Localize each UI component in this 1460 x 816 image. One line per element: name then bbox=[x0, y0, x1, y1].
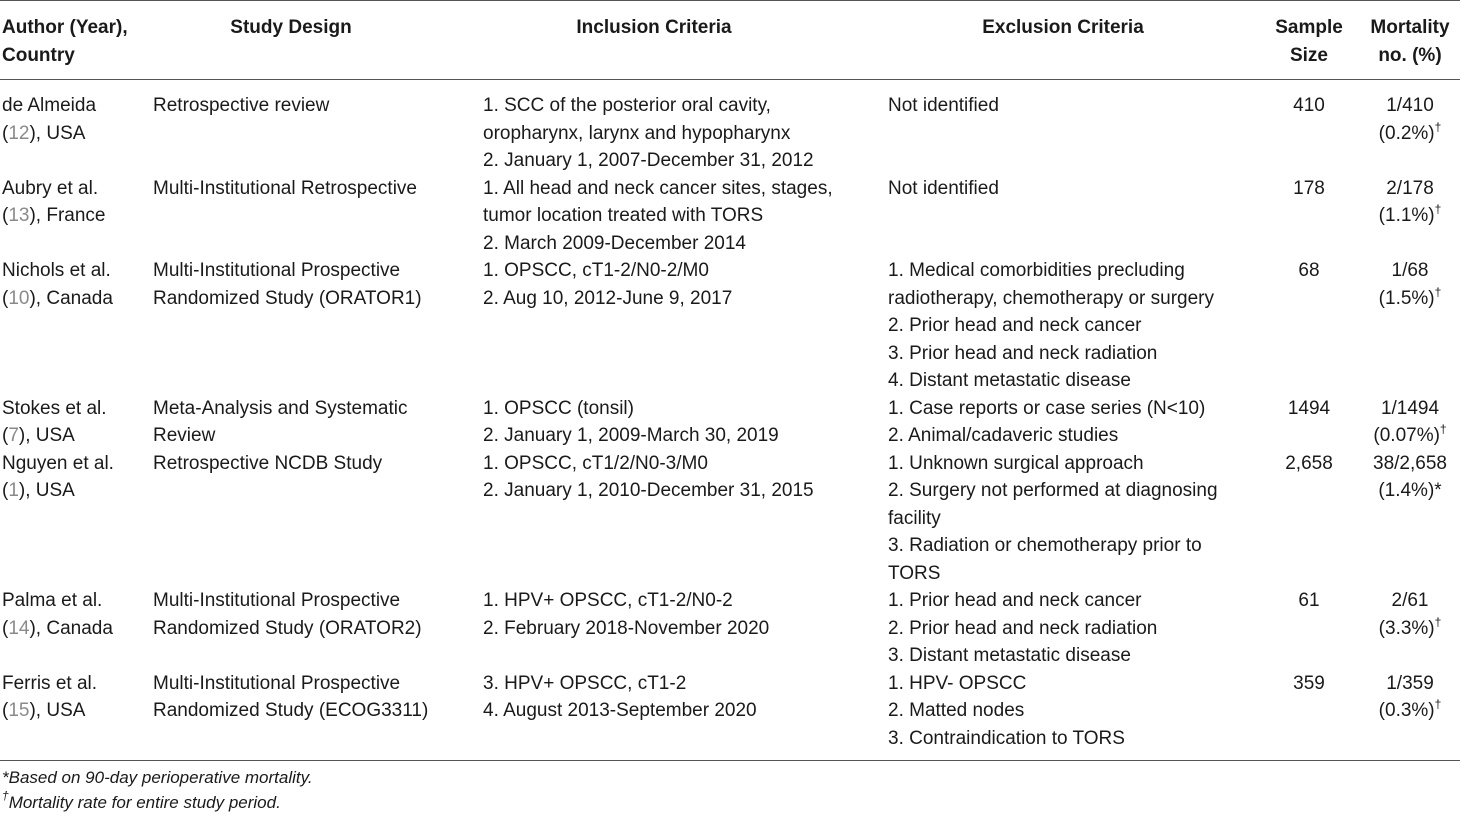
inclusion-line: 1. All head and neck cancer sites, stages, bbox=[483, 177, 833, 199]
inclusion-line: 1. OPSCC (tonsil) bbox=[483, 397, 634, 419]
mortality-percent-line bbox=[1360, 285, 1460, 313]
sample-size-value: 2,658 bbox=[1285, 452, 1333, 474]
mortality-count: 1/410 bbox=[1386, 95, 1434, 116]
inclusion-line: 2. January 1, 2010-December 31, 2015 bbox=[483, 480, 814, 501]
reference-link: 14 bbox=[8, 617, 30, 639]
mortality-percent: (1.5%) bbox=[1378, 287, 1435, 309]
mortality-percent-line bbox=[1360, 477, 1460, 505]
design-line: Retrospective NCDB Study bbox=[153, 452, 383, 474]
author-country: , France bbox=[35, 205, 106, 226]
mortality-count: 1/1494 bbox=[1380, 397, 1440, 419]
author-name: Palma et al. bbox=[2, 590, 103, 611]
inclusion-line: 3. HPV+ OPSCC, cT1-2 bbox=[483, 672, 687, 694]
exclusion-line: 3. Prior head and neck radiation bbox=[888, 342, 1158, 364]
reference-link: 12 bbox=[8, 122, 30, 144]
inclusion-line: 2. January 1, 2009-March 30, 2019 bbox=[483, 425, 779, 446]
reference-link: 1 bbox=[8, 480, 19, 501]
sample-size-cell bbox=[1258, 395, 1360, 450]
mortality-percent: (0.07%) bbox=[1373, 425, 1440, 446]
author-name: Aubry et al. bbox=[2, 177, 99, 199]
design-line: Review bbox=[153, 425, 216, 446]
mortality-count: 38/2,658 bbox=[1373, 452, 1447, 474]
mortality-percent-line bbox=[1360, 615, 1460, 643]
author-country: , Canada bbox=[35, 617, 113, 639]
mortality-percent: (1.1%) bbox=[1378, 205, 1435, 226]
exclusion-line: 2. Prior head and neck cancer bbox=[888, 315, 1142, 336]
author-country: , USA bbox=[25, 425, 75, 446]
mortality-percent-line bbox=[1360, 697, 1460, 725]
author-cell bbox=[0, 587, 142, 670]
mortality-percent: (3.3%) bbox=[1378, 617, 1435, 639]
exclusion-cell bbox=[868, 80, 1258, 175]
design-line: Randomized Study (ORATOR2) bbox=[153, 617, 422, 639]
design-line: Multi-Institutional Prospective bbox=[153, 672, 401, 694]
mortality-cell bbox=[1360, 587, 1460, 670]
author-citation: (10), Canada bbox=[2, 287, 113, 309]
design-cell bbox=[142, 587, 440, 670]
dagger-mark: † bbox=[1434, 119, 1442, 134]
author-citation: (1), USA bbox=[2, 480, 75, 501]
author-cell bbox=[0, 450, 142, 588]
dagger-mark: † bbox=[1434, 697, 1442, 711]
mortality-cell bbox=[1360, 670, 1460, 761]
sample-size-value: 359 bbox=[1293, 672, 1325, 694]
inclusion-cell bbox=[440, 80, 868, 175]
design-cell bbox=[142, 80, 440, 175]
sample-size-cell bbox=[1258, 587, 1360, 670]
footnote-1: *Based on 90-day perioperative mortality. bbox=[2, 768, 313, 787]
mortality-cell bbox=[1360, 395, 1460, 450]
design-line: Multi-Institutional Prospective bbox=[153, 590, 401, 611]
mortality-percent-line bbox=[1360, 120, 1460, 148]
mortality-percent-line bbox=[1360, 202, 1460, 230]
exclusion-line: Not identified bbox=[888, 95, 999, 116]
inclusion-line: 2. Aug 10, 2012-June 9, 2017 bbox=[483, 287, 733, 309]
dagger-mark: † bbox=[2, 789, 9, 803]
table-row bbox=[0, 587, 1460, 670]
exclusion-cell bbox=[868, 175, 1258, 258]
author-country: , USA bbox=[35, 700, 86, 721]
sample-size-value: 1494 bbox=[1287, 397, 1331, 419]
sample-size-value: 410 bbox=[1293, 95, 1325, 116]
inclusion-cell bbox=[440, 587, 868, 670]
exclusion-line: 3. Radiation or chemotherapy prior to bbox=[888, 535, 1202, 556]
exclusion-line: 2. Prior head and neck radiation bbox=[888, 617, 1158, 639]
author-cell bbox=[0, 670, 142, 761]
exclusion-line: 3. Distant metastatic disease bbox=[888, 645, 1131, 666]
mortality-cell bbox=[1360, 450, 1460, 588]
exclusion-line: 2. Animal/cadaveric studies bbox=[888, 425, 1119, 446]
author-citation: (12), USA bbox=[2, 122, 86, 144]
exclusion-line: 1. Unknown surgical approach bbox=[888, 452, 1144, 474]
table-row bbox=[0, 395, 1460, 450]
dagger-mark: † bbox=[1434, 202, 1442, 216]
sample-size-cell bbox=[1258, 450, 1360, 588]
exclusion-line: 2. Matted nodes bbox=[888, 700, 1025, 721]
author-cell bbox=[0, 395, 142, 450]
inclusion-line: tumor location treated with TORS bbox=[483, 205, 764, 226]
author-country: , USA bbox=[35, 122, 86, 144]
author-citation: (15), USA bbox=[2, 700, 86, 721]
sample-size-cell bbox=[1258, 80, 1360, 175]
inclusion-cell bbox=[440, 175, 868, 258]
exclusion-line: 1. Medical comorbidities precluding bbox=[888, 260, 1185, 281]
mortality-cell bbox=[1360, 257, 1460, 395]
mortality-count: 1/68 bbox=[1391, 260, 1429, 281]
table-row bbox=[0, 175, 1460, 258]
inclusion-line: 4. August 2013-September 2020 bbox=[483, 700, 757, 721]
design-cell bbox=[142, 257, 440, 395]
design-line: Multi-Institutional Prospective bbox=[153, 260, 401, 281]
sample-size-cell bbox=[1258, 257, 1360, 395]
header-inclusion: Inclusion Criteria bbox=[440, 1, 868, 80]
footnote-2: †Mortality rate for entire study period. bbox=[2, 789, 281, 812]
exclusion-line: 1. HPV- OPSCC bbox=[888, 672, 1027, 694]
table-row bbox=[0, 450, 1460, 588]
author-cell bbox=[0, 175, 142, 258]
design-line: Randomized Study (ORATOR1) bbox=[153, 287, 422, 309]
header-design: Study Design bbox=[142, 1, 440, 80]
inclusion-line: 2. January 1, 2007-December 31, 2012 bbox=[483, 150, 814, 171]
author-citation: (14), Canada bbox=[2, 617, 113, 639]
dagger-mark: † bbox=[1439, 422, 1447, 436]
exclusion-cell bbox=[868, 670, 1258, 761]
sample-size-value: 178 bbox=[1293, 177, 1325, 199]
sample-size-cell bbox=[1258, 175, 1360, 258]
inclusion-cell bbox=[440, 395, 868, 450]
design-line: Meta-Analysis and Systematic bbox=[153, 397, 408, 419]
header-mortality: Mortality no. (%) bbox=[1360, 1, 1460, 80]
author-name: Stokes et al. bbox=[2, 397, 107, 419]
table-row bbox=[0, 80, 1460, 175]
design-line: Retrospective review bbox=[153, 95, 330, 116]
mortality-count: 1/359 bbox=[1386, 672, 1434, 694]
inclusion-line: 1. OPSCC, cT1/2/N0-3/M0 bbox=[483, 452, 708, 474]
exclusion-line: facility bbox=[888, 507, 941, 529]
author-name: Nguyen et al. bbox=[2, 452, 114, 474]
mortality-percent: (1.4%)* bbox=[1378, 480, 1442, 501]
mortality-cell bbox=[1360, 80, 1460, 175]
author-country: , USA bbox=[25, 480, 75, 501]
exclusion-line: 1. Case reports or case series (N<10) bbox=[888, 397, 1206, 419]
design-line: Randomized Study (ECOG3311) bbox=[153, 700, 429, 721]
design-cell bbox=[142, 670, 440, 761]
exclusion-cell bbox=[868, 257, 1258, 395]
inclusion-line: oropharynx, larynx and hypopharynx bbox=[483, 122, 791, 144]
sample-size-value: 61 bbox=[1298, 590, 1320, 611]
inclusion-line: 1. SCC of the posterior oral cavity, bbox=[483, 95, 771, 116]
table-row bbox=[0, 670, 1460, 761]
mortality-percent: (0.2%) bbox=[1378, 122, 1435, 144]
header-row bbox=[0, 1, 1460, 80]
exclusion-line: Not identified bbox=[888, 177, 999, 199]
mortality-count: 2/178 bbox=[1386, 177, 1434, 199]
author-cell bbox=[0, 80, 142, 175]
sample-size-value: 68 bbox=[1298, 260, 1320, 281]
header-author: Author (Year), Country bbox=[0, 1, 142, 80]
author-citation: (13), France bbox=[2, 205, 106, 226]
mortality-cell bbox=[1360, 175, 1460, 258]
exclusion-cell bbox=[868, 395, 1258, 450]
exclusion-line: 1. Prior head and neck cancer bbox=[888, 590, 1142, 611]
author-citation: (7), USA bbox=[2, 425, 75, 446]
exclusion-line: 2. Surgery not performed at diagnosing bbox=[888, 480, 1218, 501]
design-line: Multi-Institutional Retrospective bbox=[153, 177, 417, 199]
exclusion-cell bbox=[868, 450, 1258, 588]
author-name: Ferris et al. bbox=[2, 672, 98, 694]
dagger-mark: † bbox=[1434, 284, 1442, 299]
design-cell bbox=[142, 395, 440, 450]
mortality-percent: (0.3%) bbox=[1378, 700, 1435, 721]
header-exclusion: Exclusion Criteria bbox=[868, 1, 1258, 80]
sample-size-cell bbox=[1258, 670, 1360, 761]
inclusion-line: 2. March 2009-December 2014 bbox=[483, 232, 746, 254]
author-cell bbox=[0, 257, 142, 395]
author-country: , Canada bbox=[35, 287, 113, 309]
exclusion-line: 3. Contraindication to TORS bbox=[888, 727, 1125, 749]
inclusion-line: 1. HPV+ OPSCC, cT1-2/N0-2 bbox=[483, 590, 733, 611]
design-cell bbox=[142, 175, 440, 258]
reference-link: 10 bbox=[8, 287, 30, 309]
table-row bbox=[0, 257, 1460, 395]
inclusion-line: 2. February 2018-November 2020 bbox=[483, 617, 770, 639]
inclusion-cell bbox=[440, 450, 868, 588]
reference-link: 13 bbox=[8, 205, 30, 226]
mortality-count: 2/61 bbox=[1391, 590, 1429, 611]
reference-link: 15 bbox=[8, 700, 30, 721]
inclusion-cell bbox=[440, 257, 868, 395]
exclusion-line: 4. Distant metastatic disease bbox=[888, 370, 1131, 391]
design-cell bbox=[142, 450, 440, 588]
inclusion-cell bbox=[440, 670, 868, 761]
exclusion-cell bbox=[868, 587, 1258, 670]
mortality-percent-line bbox=[1360, 422, 1460, 450]
exclusion-line: radiotherapy, chemotherapy or surgery bbox=[888, 287, 1214, 309]
inclusion-line: 1. OPSCC, cT1-2/N0-2/M0 bbox=[483, 260, 709, 281]
reference-link: 7 bbox=[8, 425, 19, 446]
exclusion-line: TORS bbox=[888, 562, 941, 584]
author-name: Nichols et al. bbox=[2, 260, 111, 281]
header-sample-size: Sample Size bbox=[1258, 1, 1360, 80]
author-name: de Almeida bbox=[2, 95, 97, 116]
dagger-mark: † bbox=[1434, 614, 1442, 629]
